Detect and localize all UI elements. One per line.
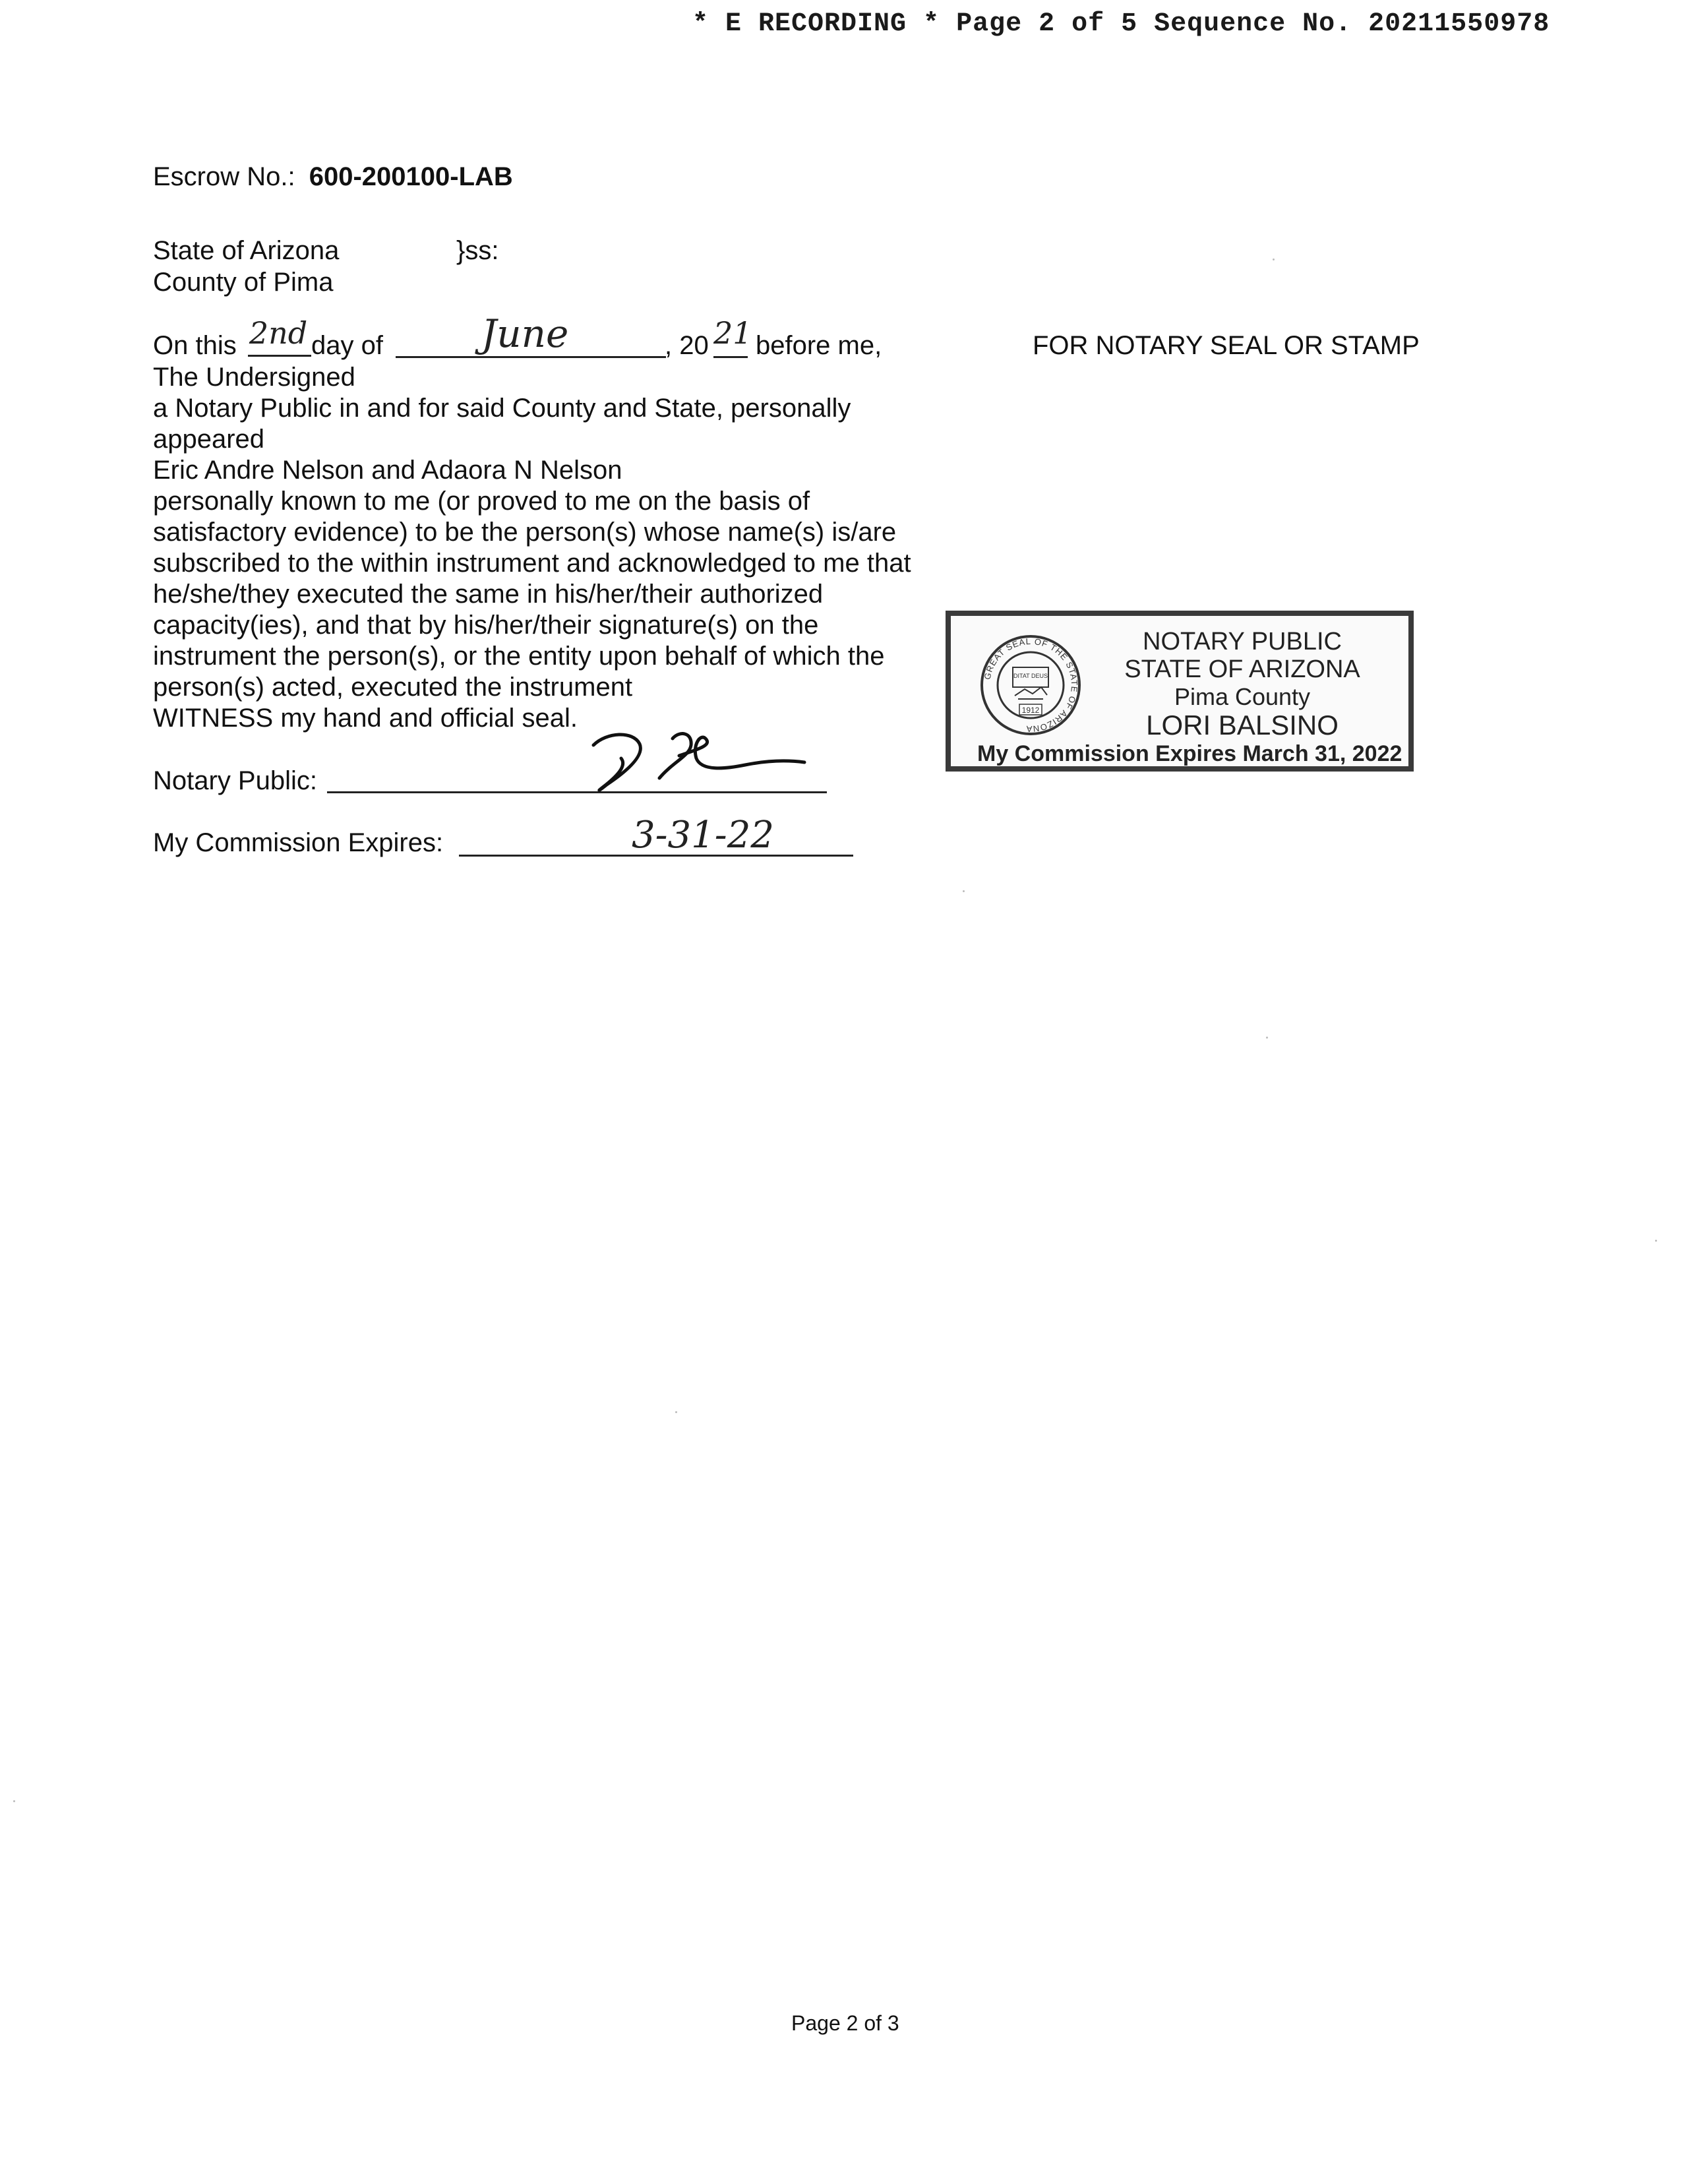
stamp-line-county: Pima County: [1174, 683, 1311, 710]
day-of-label: day of: [311, 331, 383, 360]
stamp-line-expiry: My Commission Expires March 31, 2022: [977, 741, 1402, 766]
venue-state: State of Arizona: [153, 236, 340, 265]
handwritten-month: June: [481, 311, 569, 356]
body-line: person(s) acted, executed the instrument: [153, 673, 633, 702]
stamp-line-name: LORI BALSINO: [1146, 710, 1339, 741]
seal-motto: DITAT DEUS: [1013, 673, 1048, 679]
handwritten-day: 2nd: [249, 315, 308, 351]
seal-ring-text: GREAT SEAL OF THE STATE OF ARIZONA: [982, 636, 1080, 735]
venue-county: County of Pima: [153, 268, 334, 297]
seal-year: 1912: [1021, 706, 1040, 715]
body-line: subscribed to the within instrument and acknowledged to me that: [153, 549, 911, 578]
body-line: instrument the person(s), or the entity upon behalf of which the: [153, 642, 885, 671]
handwritten-commission-date: 3-31-22: [632, 814, 774, 857]
body-line: capacity(ies), and that by his/her/their signature(s) on the: [153, 611, 819, 640]
scan-speck: [675, 1411, 677, 1413]
stamp-line-state: STATE OF ARIZONA: [1124, 655, 1360, 683]
scan-speck: [963, 890, 965, 892]
recording-header: * E RECORDING * Page 2 of 5 Sequence No. 20211550978: [692, 9, 1550, 39]
page-footer: Page 2 of 3: [791, 2011, 899, 2035]
before-me-label: before me,: [756, 331, 882, 360]
on-this-label: On this: [153, 331, 237, 360]
scan-speck: [1655, 1240, 1657, 1242]
year-prefix: , 20: [665, 331, 709, 360]
scan-speck: [1266, 1037, 1268, 1039]
scan-speck: [13, 1800, 15, 1802]
seal-area-label: FOR NOTARY SEAL OR STAMP: [1033, 331, 1420, 360]
body-line: he/she/they executed the same in his/her/their authorized: [153, 580, 824, 609]
year-underline: [713, 356, 748, 358]
stamp-line-notary: NOTARY PUBLIC: [1143, 628, 1342, 655]
signer-names: Eric Andre Nelson and Adaora N Nelson: [153, 456, 622, 485]
witness-line: WITNESS my hand and official seal.: [153, 704, 578, 733]
notary-name-line: The Undersigned: [153, 363, 355, 392]
handwritten-year: 21: [713, 315, 752, 351]
commission-label: My Commission Expires:: [153, 828, 444, 857]
escrow-number: 600-200100-LAB: [309, 162, 513, 191]
escrow-line: [153, 161, 513, 193]
month-underline: [396, 356, 666, 358]
day-underline: [248, 355, 311, 357]
notary-public-label: Notary Public:: [153, 766, 317, 795]
great-seal-icon: [979, 633, 1083, 737]
venue-ss: }ss:: [456, 236, 499, 265]
body-line: a Notary Public in and for said County and State, personally: [153, 394, 851, 423]
escrow-label: Escrow No.:: [153, 162, 295, 191]
body-line: appeared: [153, 425, 265, 454]
notary-stamp: [946, 611, 1414, 772]
body-line: satisfactory evidence) to be the person(s) whose name(s) is/are: [153, 518, 897, 547]
body-line: personally known to me (or proved to me on the basis of: [153, 487, 810, 516]
acknowledgment-body: [153, 393, 971, 734]
scan-speck: [1273, 258, 1275, 260]
notary-signature: [580, 719, 818, 798]
